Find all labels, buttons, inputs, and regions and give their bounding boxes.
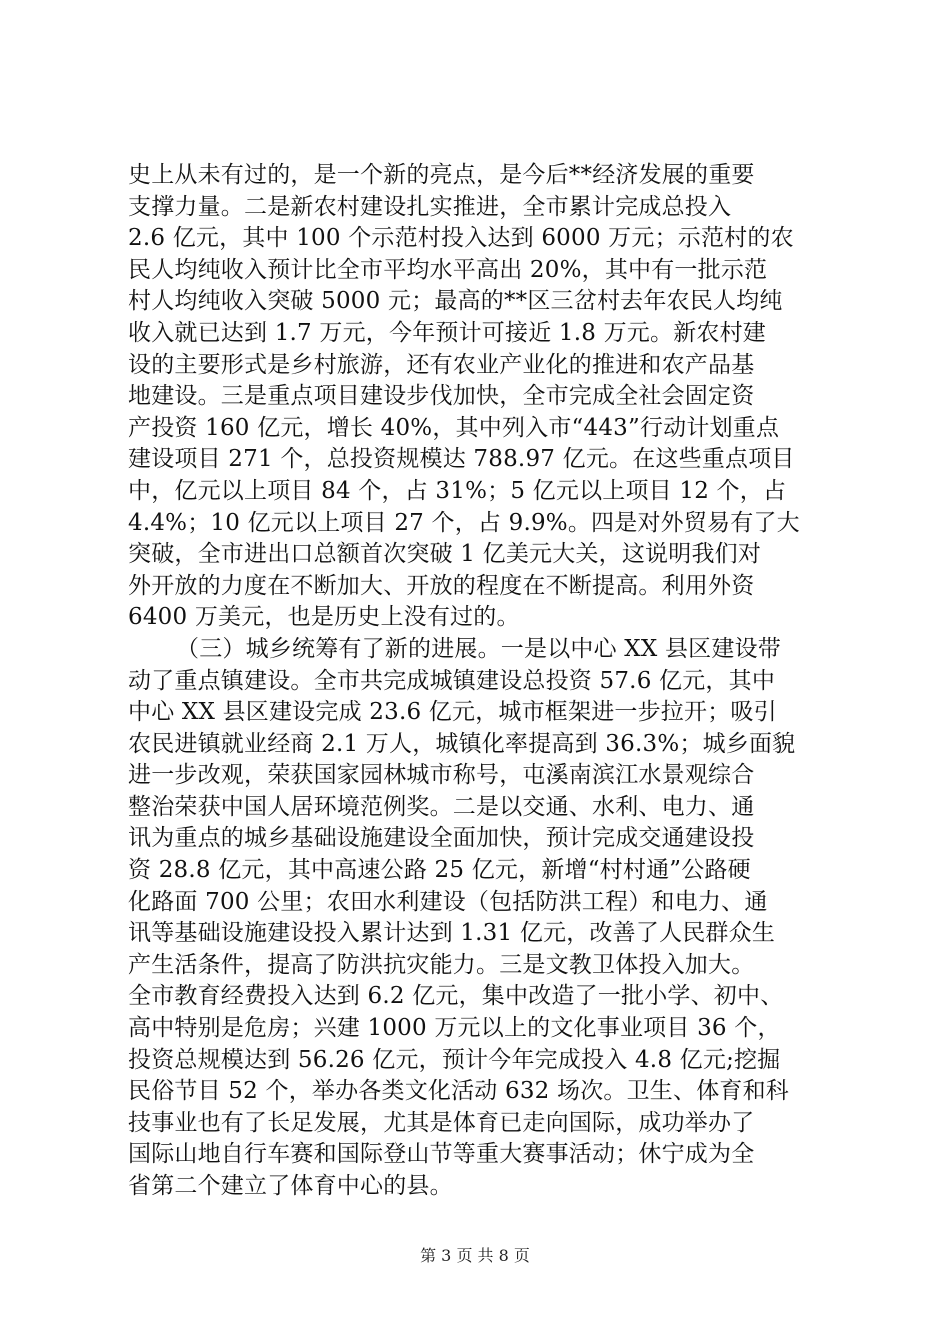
text-line: 产投资 160 亿元，增长 40%，其中列入市“443”行动计划重点 — [128, 414, 780, 441]
text-line: 4.4%；10 亿元以上项目 27 个，占 9.9%。四是对外贸易有了大 — [128, 509, 800, 536]
text-line: 支撑力量。二是新农村建设扎实推进，全市累计完成总投入 — [128, 193, 732, 220]
text-line: 农民进镇就业经商 2.1 万人，城镇化率提高到 36.3%；城乡面貌 — [128, 730, 796, 757]
text-line: 6400 万美元，也是历史上没有过的。 — [128, 604, 520, 631]
text-line: 技事业也有了长足发展，尤其是体育已走向国际，成功举办了 — [128, 1109, 755, 1136]
text-line: 外开放的力度在不断加大、开放的程度在不断提高。利用外资 — [128, 572, 755, 599]
text-line: 民俗节目 52 个，举办各类文化活动 632 场次。卫生、体育和科 — [128, 1078, 790, 1105]
text-line: 村人均纯收入突破 5000 元；最高的**区三岔村去年农民人均纯 — [128, 288, 783, 315]
text-line: 中，亿元以上项目 84 个，占 31%；5 亿元以上项目 12 个，占 — [128, 477, 787, 504]
text-line: 突破，全市进出口总额首次突破 1 亿美元大关，这说明我们对 — [128, 541, 762, 568]
page-footer — [0, 1246, 950, 1266]
text-line: 资 28.8 亿元，其中高速公路 25 亿元，新增“村村通”公路硬 — [128, 857, 751, 884]
text-line: 投资总规模达到 56.26 亿元，预计今年完成投入 4.8 亿元;挖掘 — [128, 1046, 781, 1073]
text-line: 地建设。三是重点项目建设步伐加快，全市完成全社会固定资 — [128, 383, 755, 410]
text-line: 省第二个建立了体育中心的县。 — [128, 1173, 453, 1199]
text-line: 讯等基础设施建设投入累计达到 1.31 亿元，改善了人民群众生 — [128, 920, 776, 947]
text-line: 高中特别是危房；兴建 1000 万元以上的文化事业项目 36 个， — [128, 1015, 781, 1042]
text-line: 动了重点镇建设。全市共完成城镇建设总投资 57.6 亿元，其中 — [128, 667, 776, 694]
text-line: 国际山地自行车赛和国际登山节等重大赛事活动；休宁成为全 — [128, 1141, 755, 1168]
text-line: 整治荣获中国人居环境范例奖。二是以交通、水利、电力、通 — [128, 793, 755, 820]
text-line: （三）城乡统筹有了新的进展。一是以中心 XX 县区建设带 — [176, 635, 781, 662]
text-line: 建设项目 271 个，总投资规模达 788.97 亿元。在这些重点项目 — [128, 446, 795, 473]
text-line: 产生活条件，提高了防洪抗灾能力。三是文教卫体投入加大。 — [128, 951, 755, 978]
text-line: 中心 XX 县区建设完成 23.6 亿元，城市框架进一步拉开；吸引 — [128, 699, 777, 726]
document-body — [128, 160, 828, 1203]
text-line: 2.6 亿元，其中 100 个示范村投入达到 6000 万元；示范村的农 — [128, 225, 794, 252]
text-line: 化路面 700 公里；农田水利建设（包括防洪工程）和电力、通 — [128, 888, 768, 915]
page-number-label: 第 3 页 共 8 页 — [420, 1246, 530, 1265]
text-line: 收入就已达到 1.7 万元，今年预计可接近 1.8 万元。新农村建 — [128, 319, 766, 346]
text-line: 史上从未有过的，是一个新的亮点，是今后**经济发展的重要 — [128, 162, 755, 188]
text-line: 进一步改观，荣获国家园林城市称号，屯溪南滨江水景观综合 — [128, 762, 755, 789]
text-line: 设的主要形式是乡村旅游，还有农业产业化的推进和农产品基 — [128, 351, 755, 378]
text-line: 全市教育经费投入达到 6.2 亿元，集中改造了一批小学、初中、 — [128, 983, 784, 1010]
text-line: 讯为重点的城乡基础设施建设全面加快，预计完成交通建设投 — [128, 825, 755, 852]
text-line: 民人均纯收入预计比全市平均水平高出 20%，其中有一批示范 — [128, 256, 768, 283]
